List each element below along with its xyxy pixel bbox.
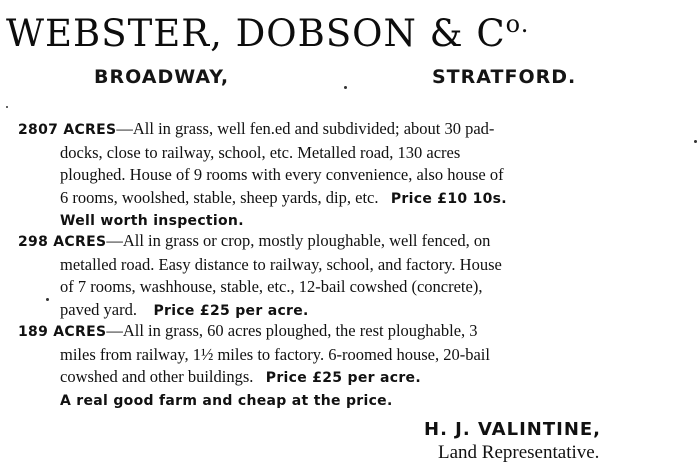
firm-name [6, 0, 696, 58]
listing-text-line: 6 rooms, woolshed, stable, sheep yards, dip, etc. [60, 187, 379, 207]
listing-price: Price £10 10s. [390, 190, 507, 207]
listing-2807-acres [18, 118, 664, 233]
listing-text-line: —All in grass, 60 acres ploughed, the rest ploughable, 3 [106, 321, 478, 340]
print-speck [6, 106, 8, 108]
listing-text-line: of 7 rooms, washhouse, stable, etc., 12-bail cowshed (concrete), [60, 277, 483, 296]
address-street: BROADWAY, [94, 66, 230, 88]
firm-name-text: WEBSTER, DOBSON & C [6, 12, 506, 55]
firm-name-suffix: o. [505, 10, 530, 38]
listing-text-line: docks, close to railway, school, etc. Metalled road, 130 acres [60, 142, 461, 162]
listing-text-line: paved yard. [60, 299, 137, 319]
address-town: STRATFORD. [432, 66, 577, 88]
print-speck [46, 298, 49, 301]
listing-text-line: metalled road. Easy distance to railway, school, and factory. House [60, 254, 502, 274]
listing-note: Well worth inspection. [60, 213, 244, 229]
listing-price: Price £25 per acre. [265, 370, 421, 386]
print-speck [694, 140, 697, 143]
agent-name: H. J. VALINTINE, [424, 419, 602, 440]
listing-acres: 2807 ACRES [18, 122, 117, 138]
listing-text-line: —All in grass or crop, mostly ploughable, well fenced, on [106, 231, 491, 250]
listing-note: A real good farm and cheap at the price. [60, 392, 393, 409]
listing-189-acres [18, 320, 664, 412]
listing-298-acres [18, 230, 664, 322]
listing-text-line: cowshed and other buildings. [60, 367, 254, 386]
print-speck [344, 86, 347, 89]
listing-price: Price £25 per acre. [153, 302, 309, 319]
listing-acres: 189 ACRES [18, 324, 107, 340]
listing-text-line: miles from railway, 1½ miles to factory. 6-roomed house, 20-bail [60, 344, 490, 364]
listing-acres: 298 ACRES [18, 234, 107, 250]
listing-text-line: —All in grass, well fen.ed and subdivided; about 30 pad- [116, 119, 495, 138]
listing-text-line: ploughed. House of 9 rooms with every convenience, also house of [60, 165, 504, 184]
agent-role: Land Representative. [438, 442, 600, 463]
